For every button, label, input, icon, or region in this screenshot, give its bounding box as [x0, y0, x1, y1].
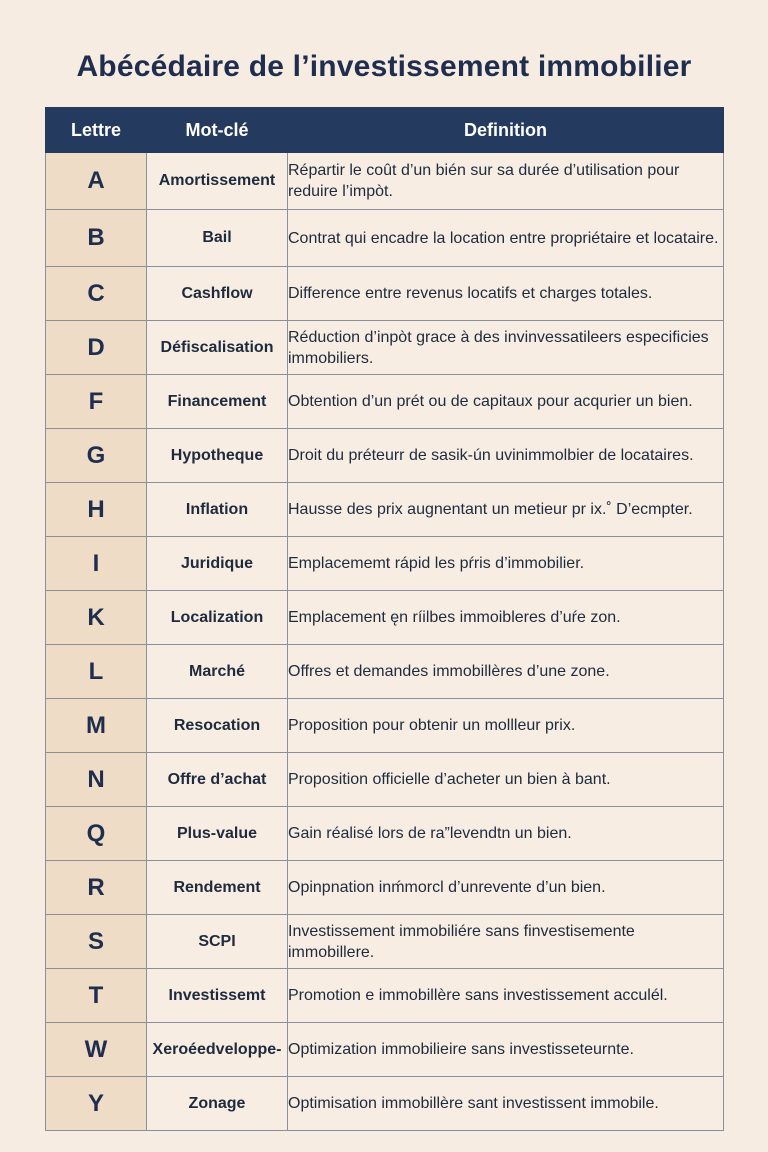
row-keyword: SCPI [147, 915, 288, 969]
header-definition: Definition [288, 108, 724, 153]
row-letter: R [46, 861, 147, 915]
row-letter: G [46, 429, 147, 483]
row-keyword: Défiscalisation [147, 321, 288, 375]
table-row [46, 915, 724, 969]
table-row [46, 1077, 724, 1131]
row-keyword: Hypotheque [147, 429, 288, 483]
row-keyword: Bail [147, 210, 288, 267]
row-definition: Droit du préteurr de sasik-ún uvinimmolbier de locataires. [288, 429, 724, 483]
table-row [46, 375, 724, 429]
table-row [46, 753, 724, 807]
row-letter: A [46, 153, 147, 210]
table-row [46, 321, 724, 375]
row-keyword: Amortissement [147, 153, 288, 210]
row-definition: Gain réalisé lors de ra”levendtn un bien. [288, 807, 724, 861]
table-row [46, 267, 724, 321]
page-title: Abécédaire de l’investissement immobilier [76, 50, 692, 83]
row-letter: Q [46, 807, 147, 861]
table-row [46, 210, 724, 267]
row-keyword: Resocation [147, 699, 288, 753]
row-keyword: Xeroéedveloppe- [147, 1023, 288, 1077]
row-definition: Promotion e immobillère sans investissement acculél. [288, 969, 724, 1023]
row-definition: Contrat qui encadre la location entre propriétaire et locataire. [288, 210, 724, 267]
table-row [46, 537, 724, 591]
header-keyword: Mot-clé [147, 108, 288, 153]
row-keyword: Plus-value [147, 807, 288, 861]
row-definition: Proposition pour obtenir un mollleur prix. [288, 699, 724, 753]
row-definition: Investissement immobiliére sans finvestisemente immobillere. [288, 915, 724, 969]
table-row [46, 861, 724, 915]
row-letter: Y [46, 1077, 147, 1131]
header-letter: Lettre [46, 108, 147, 153]
table-row [46, 969, 724, 1023]
row-letter: N [46, 753, 147, 807]
row-definition: Opinpnation inḿmorcl d’unrevente d’un bien. [288, 861, 724, 915]
row-letter: B [46, 210, 147, 267]
row-keyword: Financement [147, 375, 288, 429]
row-keyword: Localization [147, 591, 288, 645]
row-letter: M [46, 699, 147, 753]
row-definition: Difference entre revenus locatifs et charges totales. [288, 267, 724, 321]
row-keyword: Rendement [147, 861, 288, 915]
row-definition: Obtention d’un prét ou de capitaux pour acqurier un bien. [288, 375, 724, 429]
row-letter: I [46, 537, 147, 591]
row-definition: Répartir le coût d’un bién sur sa durée d’utilisation pour reduire l’impòt. [288, 153, 724, 210]
row-definition: Offres et demandes immobillères d’une zone. [288, 645, 724, 699]
row-keyword: Inflation [147, 483, 288, 537]
row-keyword: Investissemt [147, 969, 288, 1023]
row-definition: Hausse des prix augnentant un metieur pr ix.˚ D’ecmpter. [288, 483, 724, 537]
row-keyword: Cashflow [147, 267, 288, 321]
row-keyword: Offre d’achat [147, 753, 288, 807]
row-definition: Optimization immobilieire sans investisseteurnte. [288, 1023, 724, 1077]
row-letter: L [46, 645, 147, 699]
glossary-table [45, 107, 724, 1131]
table-row [46, 1023, 724, 1077]
table-row [46, 483, 724, 537]
table-row [46, 591, 724, 645]
table-row [46, 807, 724, 861]
row-keyword: Zonage [147, 1077, 288, 1131]
row-definition: Emplacement ęn ríilbes immoibleres d’uŕe zon. [288, 591, 724, 645]
table-header-row [46, 108, 724, 153]
row-definition: Optimisation immobillère sant investissent immobile. [288, 1077, 724, 1131]
row-definition: Emplacememt rápid les pŕris d’immobilier. [288, 537, 724, 591]
row-letter: T [46, 969, 147, 1023]
row-keyword: Juridique [147, 537, 288, 591]
table-row [46, 699, 724, 753]
table-row [46, 645, 724, 699]
table-row [46, 429, 724, 483]
row-letter: S [46, 915, 147, 969]
row-keyword: Marché [147, 645, 288, 699]
row-definition: Proposition officielle d’acheter un bien à bant. [288, 753, 724, 807]
row-letter: F [46, 375, 147, 429]
table-row [46, 153, 724, 210]
row-letter: D [46, 321, 147, 375]
row-letter: C [46, 267, 147, 321]
row-letter: W [46, 1023, 147, 1077]
row-definition: Réduction d’inpòt grace à des invinvessatileers especificies immobiliers. [288, 321, 724, 375]
row-letter: K [46, 591, 147, 645]
row-letter: H [46, 483, 147, 537]
